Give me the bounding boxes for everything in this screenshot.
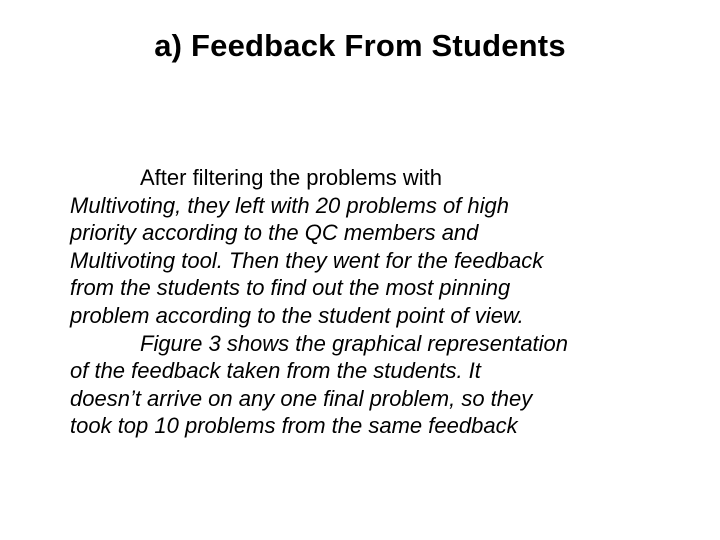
paragraph-filtering bbox=[70, 164, 682, 330]
slide-title: a) Feedback From Students bbox=[154, 28, 566, 63]
text-line: priority according to the QC members and bbox=[70, 220, 479, 246]
text-line: Multivoting tool. Then they went for the feedback bbox=[70, 247, 544, 273]
text-line: doesn’t arrive on any one final problem, so they bbox=[70, 385, 533, 411]
text-line: from the students to find out the most pinning bbox=[70, 275, 511, 301]
slide-body bbox=[70, 164, 682, 440]
text-line: Multivoting, they left with 20 problems of high bbox=[70, 192, 510, 218]
text-line: After filtering the problems with bbox=[140, 165, 443, 190]
text-line: Figure 3 shows the graphical representation bbox=[140, 330, 569, 356]
text-line: of the feedback taken from the students. It bbox=[70, 358, 481, 384]
paragraph-figure bbox=[70, 330, 682, 440]
text-line: problem according to the student point of view. bbox=[70, 302, 524, 328]
text-line: took top 10 problems from the same feedback bbox=[70, 413, 518, 439]
